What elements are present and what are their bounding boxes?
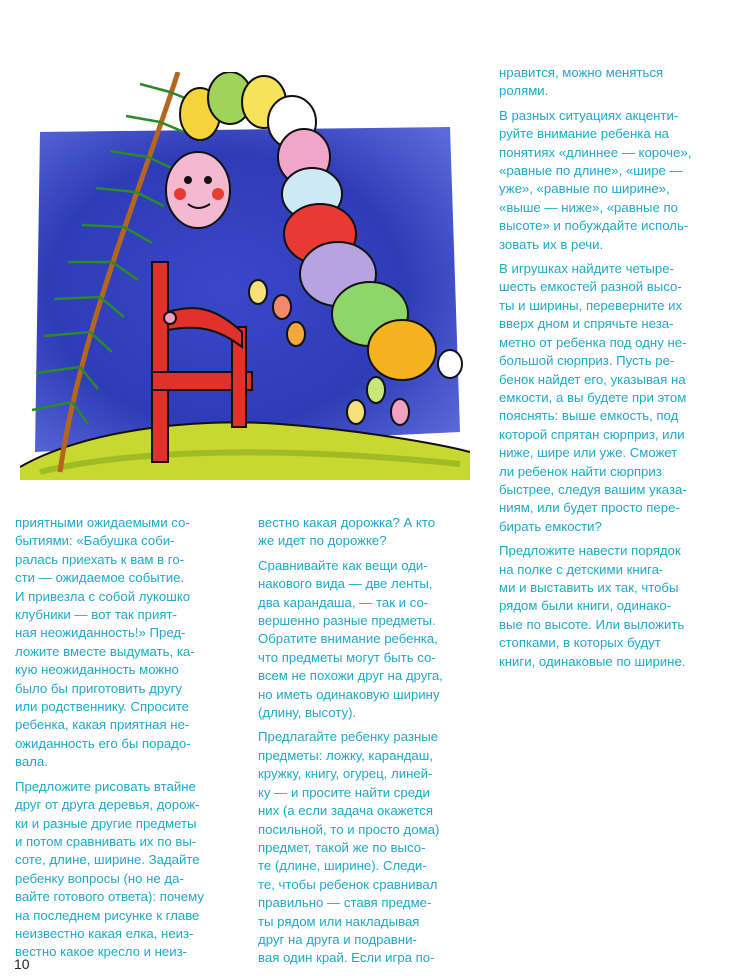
caterpillar-illustration [20,72,470,480]
paragraph: В разных ситуациях акценти- руйте внимание ребенка на понятиях «длиннее — короче», «равные по длине», «шире — уже», «равные по ширине», «выше — ниже», «равные по высоте» и побуждайте исполь- зовать их в речи. [499,107,692,252]
paragraph: вестно какая дорожка? А кто же идет по дорожке? [258,515,436,549]
paragraph: Сравнивайте как вещи оди- накового вида — две ленты, два карандаша, — так и со- вершенно разные предметы. Обратите внимание ребенка, что предметы могут быть со- всем не похожи друг на друга, но иметь одинаковую ширину (длину, высоту). [258,557,443,721]
text-column-left [15,514,240,968]
text-column-middle [258,514,481,974]
paragraph: Предложите рисовать втайне друг от друга деревья, дорож- ки и разные другие предметы и потом сравнивать их по вы- соте, длине, ширине. Задайте ребенку вопросы (но не да- вайте готового ответа): почему на последнем рисунке к главе неизвестно какая елка, неиз- вестно какое кресло и неиз- [15,778,204,960]
paragraph: приятными ожидаемыми со- бытиями: «Бабушка соби- ралась приехать к вам в го- сти — ожидаемое событие. И привезла с собой лукошко клубники — вот так прият- ная неожиданность!» Пред- ложите вместе выдумать, ка- кую неожиданность можно было бы приготовить другу или родственнику. Спросите ребенка, какая приятная не- ожиданность его бы порадо- вала. [15,515,195,770]
page-number: 10 [14,956,30,972]
paragraph: Предложите навести порядок на полке с детскими книга- ми и выставить их так, чтобы рядом были книги, одинако- вые по высоте. Или выложить стопками, в которых будут книги, одинаковые по ширине. [499,543,686,669]
paragraph: В игрушках найдите четыре- шесть емкостей разной высо- ты и ширины, переверните их вверх дном и спрячьте неза- метно от ребенка под одну не- большой сюрприз. Пусть ре- бенок найдет его, указывая на емкости, а вы будете при этом пояснять: выше емкость, под которой спрятан сюрприз, или ниже, шире или уже. Сможет ли ребенок найти сюрприз быстрее, следуя вашим указа- ниям, или будет просто пере- бирать емкости? [499,261,687,534]
paragraph: нравится, можно меняться ролями. [499,65,664,99]
text-column-right [499,64,713,677]
paragraph: Предлагайте ребенку разные предметы: ложку, карандаш, кружку, книгу, огурец, линей- ку — и просите найти среди них (а если задача окажется посильной, то и просто дома) предмет, такой же по высо- те (длине, ширине). Следи- те, чтобы ребенок сравнивал правильно — ставя предме- ты рядом или накладывая друг на друга и подравни- вая один край. Если игра по- [258,729,440,966]
